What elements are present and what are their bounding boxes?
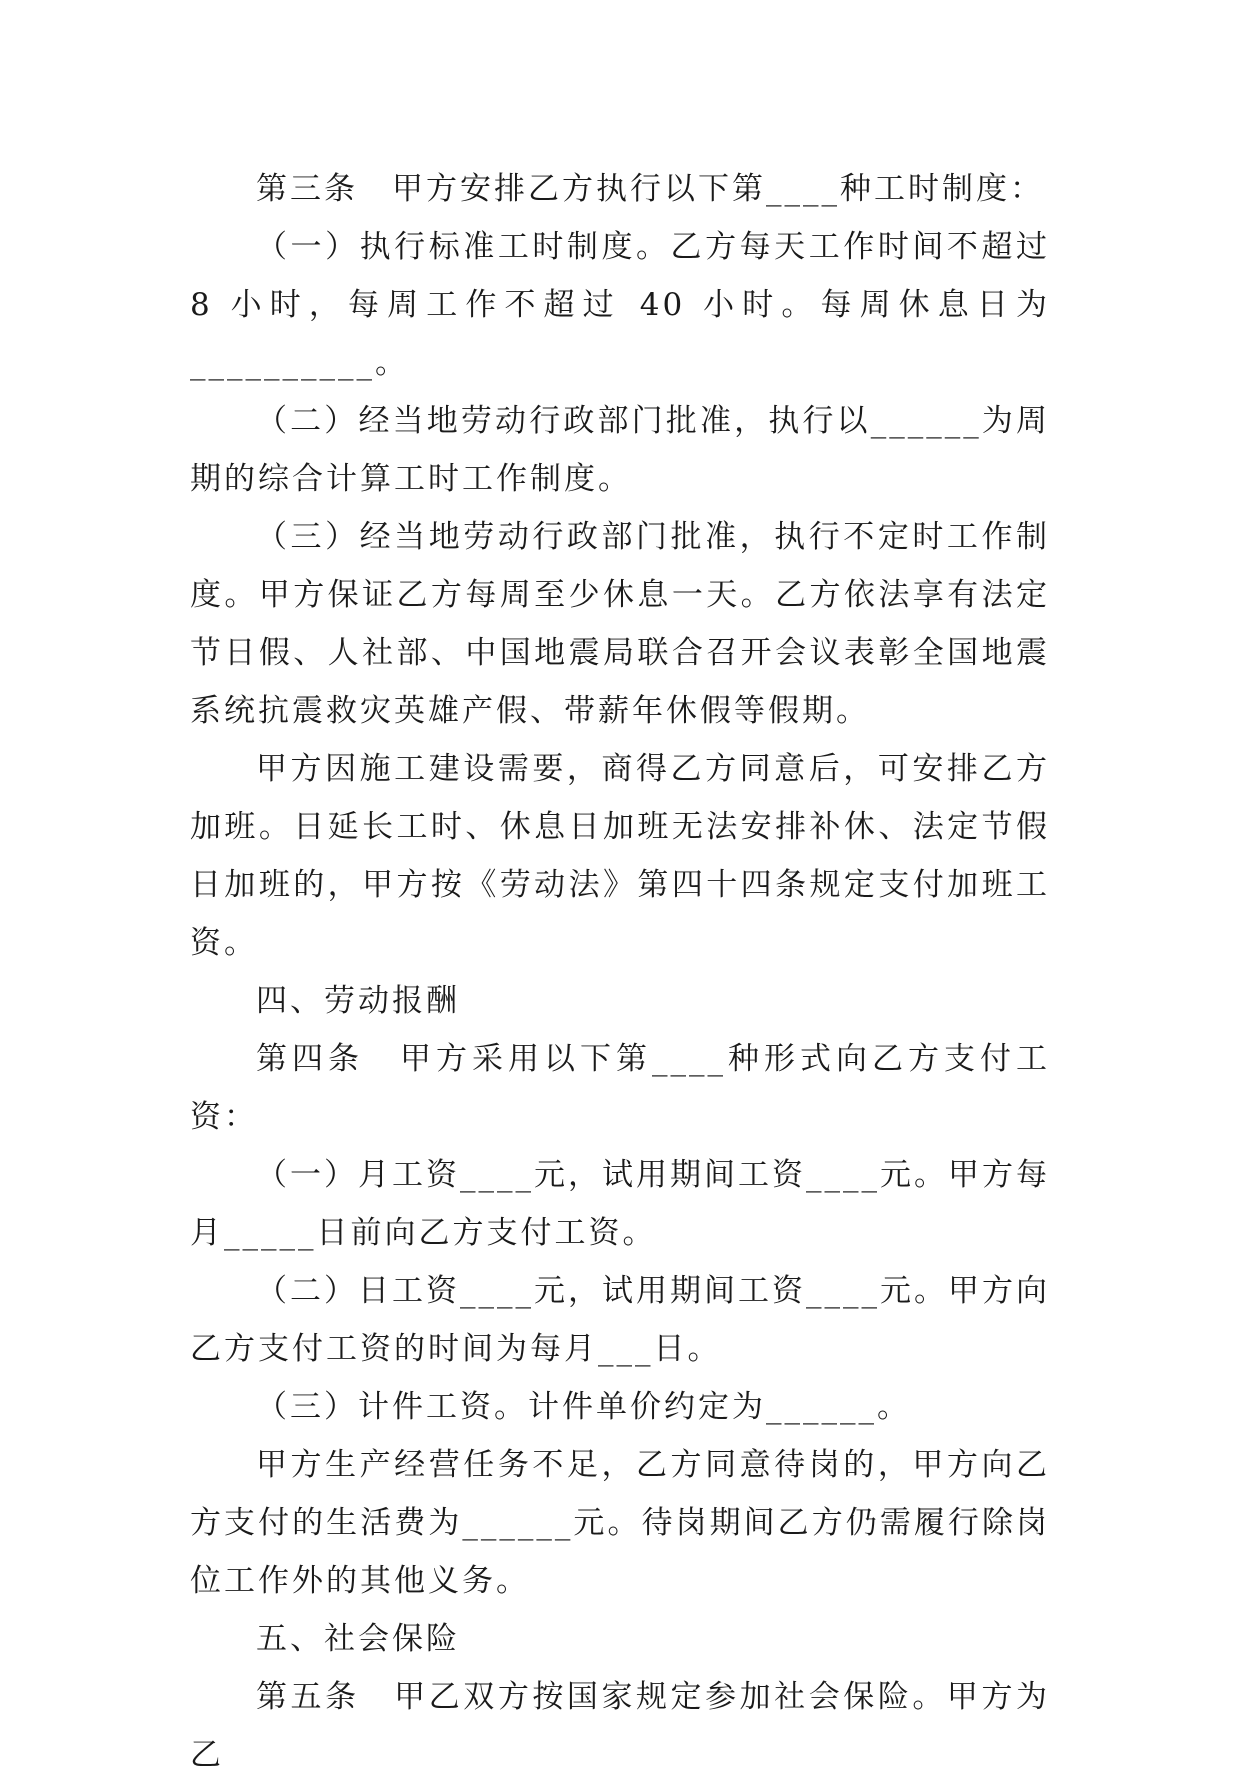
article-4-item-1: （一）月工资____元，试用期间工资____元。甲方每月_____日前向乙方支付工资。	[190, 1157, 1050, 1251]
section-heading-social-insurance: 五、社会保险	[256, 1621, 460, 1657]
standby-paragraph: 甲方生产经营任务不足，乙方同意待岗的，甲方向乙方支付的生活费为______元。待岗期间乙方仍需履行除岗位工作外的其他义务。	[190, 1447, 1050, 1599]
overtime-paragraph: 甲方因施工建设需要，商得乙方同意后，可安排乙方加班。日延长工时、休息日加班无法安排补休、法定节假日加班的，甲方按《劳动法》第四十四条规定支付加班工资。	[190, 751, 1050, 961]
article-3-item-3: （三）经当地劳动行政部门批准，执行不定时工作制度。甲方保证乙方每周至少休息一天。乙方依法享有法定节日假、人社部、中国地震局联合召开会议表彰全国地震系统抗震救灾英雄产假、带薪年休假等假期。	[190, 519, 1050, 729]
article-4-intro: 第四条 甲方采用以下第____种形式向乙方支付工资：	[190, 1041, 1050, 1135]
article-3-intro: 第三条 甲方安排乙方执行以下第____种工时制度：	[256, 171, 1044, 207]
article-3-item-2: （二）经当地劳动行政部门批准，执行以______为周期的综合计算工时工作制度。	[190, 403, 1050, 497]
document-body	[190, 160, 1050, 1784]
article-5-intro: 第五条 甲乙双方按国家规定参加社会保险。甲方为乙	[190, 1679, 1050, 1773]
article-4-item-3: （三）计件工资。计件单价约定为______。	[256, 1389, 911, 1425]
article-3-item-1: （一）执行标准工时制度。乙方每天工作时间不超过 8 小时，每周工作不超过 40 小时。每周休息日为__________。	[190, 229, 1050, 381]
article-4-item-2: （二）日工资____元，试用期间工资____元。甲方向乙方支付工资的时间为每月___日。	[190, 1273, 1050, 1367]
section-heading-remuneration: 四、劳动报酬	[256, 983, 460, 1019]
